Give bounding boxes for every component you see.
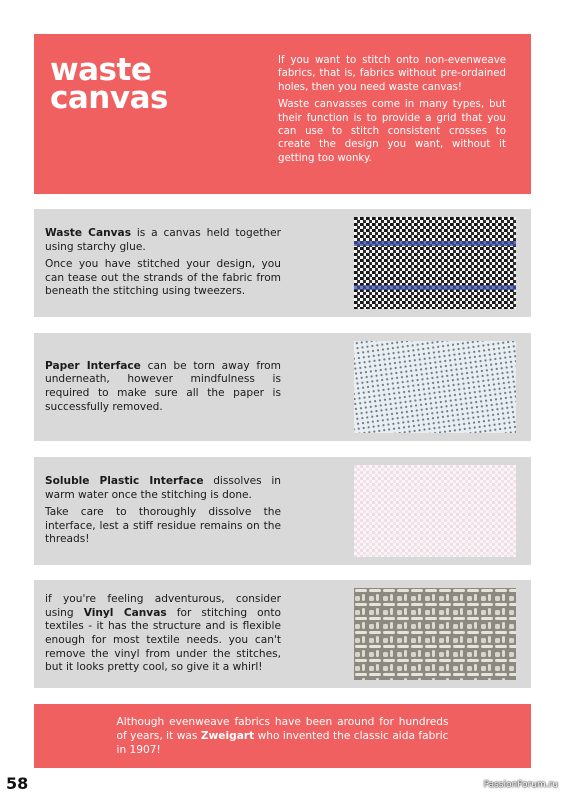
card-term: Waste Canvas <box>45 227 131 240</box>
card-text <box>45 360 281 414</box>
card-term: Vinyl Canvas <box>83 606 167 619</box>
card-desc: can be torn away from underneath, however mindfulness is required to make sure all the paper is successfully removed. <box>45 359 281 413</box>
card-desc: is a canvas held together using starchy glue. <box>45 227 281 253</box>
intro-text <box>278 54 506 194</box>
card-text <box>45 227 281 299</box>
card-text <box>45 475 281 547</box>
card-paragraph <box>45 227 281 254</box>
fact-text-end: who invented the classic aida fabric in 1907! <box>116 730 449 756</box>
waste-canvas-swatch <box>354 217 516 309</box>
card-paragraph <box>45 593 281 675</box>
paper-interface-swatch <box>354 341 516 433</box>
intro-paragraph-2: Waste canvasses come in many types, but their function is to provide a grid that you can use to stitch consistent crosses to create the design you want, without it getting too wonky. <box>278 99 506 164</box>
watermark: PassionForum.ru <box>483 780 558 790</box>
card-intro: if you're feeling adventurous, consider using <box>45 593 281 619</box>
page-title <box>50 54 278 194</box>
fact-text <box>117 715 449 757</box>
soluble-plastic-swatch <box>354 465 516 557</box>
card-paper-interface <box>34 333 531 441</box>
fact-text-start: Although evenweave fabrics have been around for hundreds of years, it was <box>116 716 449 742</box>
card-waste-canvas <box>34 209 531 317</box>
card-soluble-plastic-interface <box>34 457 531 565</box>
card-paragraph <box>45 360 281 414</box>
card-desc: dissolves in warm water once the stitching is done. <box>45 475 281 501</box>
page-title-line1: waste <box>50 52 152 88</box>
card-paragraph: Take care to thoroughly dissolve the interface, lest a stiff residue remains on the threads! <box>45 506 281 546</box>
vinyl-canvas-swatch <box>354 588 516 680</box>
card-desc: for stitching onto textiles - it has the structure and is flexible enough for most textile needs. you can't remove the vinyl from under the stitches, but it looks pretty cool, so give it a whirl! <box>45 606 281 674</box>
card-text <box>45 593 281 675</box>
page-number: 58 <box>6 774 29 793</box>
brand-name: Zweigart <box>200 730 255 742</box>
header-panel <box>34 34 531 194</box>
card-paragraph: Once you have stitched your design, you can tease out the strands of the fabric from beneath the stitching using tweezers. <box>45 258 281 298</box>
card-term: Soluble Plastic Interface <box>45 475 204 488</box>
fact-box <box>34 704 531 768</box>
page-title-line2: canvas <box>50 80 168 116</box>
intro-paragraph-1: If you want to stitch onto non-evenweave fabrics, that is, fabrics without pre-ordained holes, then you need waste canvas! <box>278 55 506 93</box>
card-vinyl-canvas <box>34 580 531 688</box>
card-paragraph <box>45 475 281 502</box>
card-term: Paper Interface <box>45 359 141 372</box>
